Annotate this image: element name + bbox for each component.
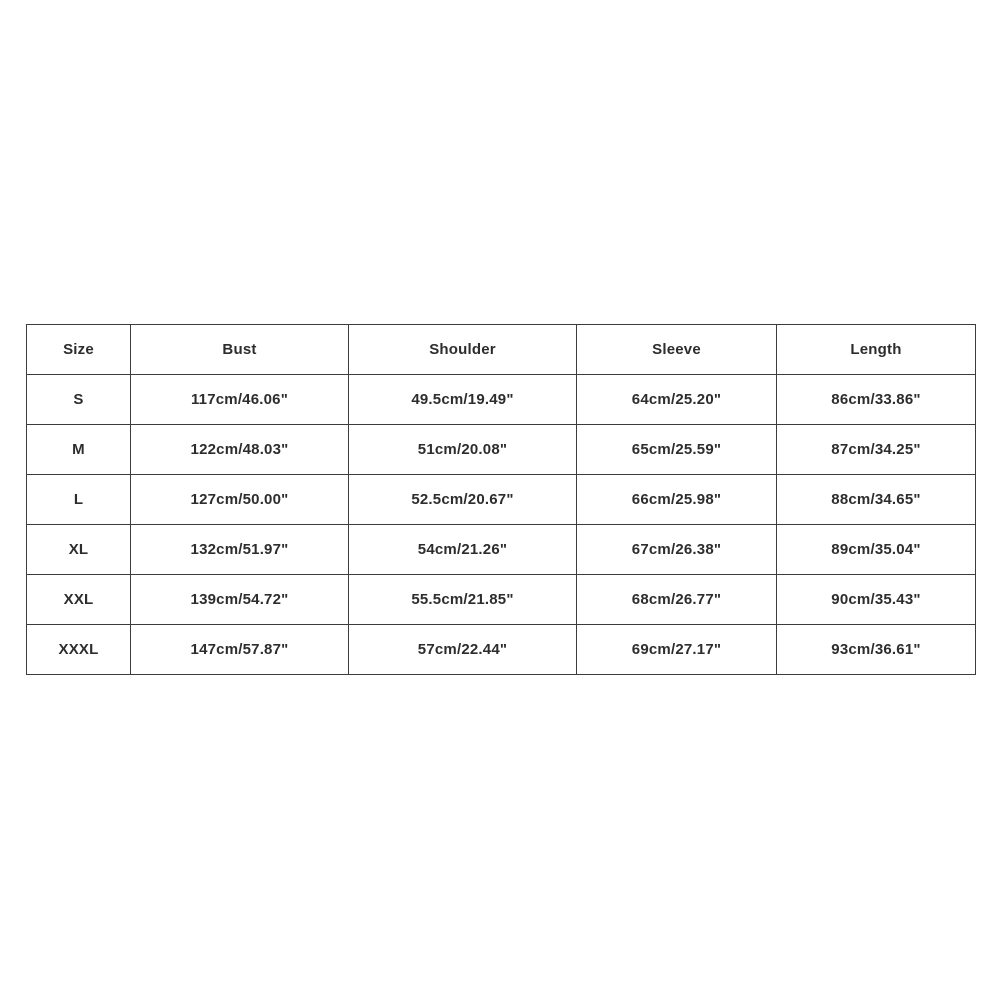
shoulder-cell: 54cm/21.26" [349,525,577,575]
length-cell: 93cm/36.61" [777,625,976,675]
column-header-bust: Bust [131,325,349,375]
shoulder-cell: 49.5cm/19.49" [349,375,577,425]
header-row [27,325,976,375]
bust-cell: 139cm/54.72" [131,575,349,625]
table-row [27,525,976,575]
length-cell: 88cm/34.65" [777,475,976,525]
length-cell: 86cm/33.86" [777,375,976,425]
bust-cell: 132cm/51.97" [131,525,349,575]
shoulder-cell: 52.5cm/20.67" [349,475,577,525]
column-header-size: Size [27,325,131,375]
sleeve-cell: 65cm/25.59" [577,425,777,475]
length-cell: 89cm/35.04" [777,525,976,575]
column-header-length: Length [777,325,976,375]
sleeve-cell: 66cm/25.98" [577,475,777,525]
column-header-sleeve: Sleeve [577,325,777,375]
table-row [27,425,976,475]
size-cell: L [27,475,131,525]
sleeve-cell: 67cm/26.38" [577,525,777,575]
column-header-shoulder: Shoulder [349,325,577,375]
sleeve-cell: 64cm/25.20" [577,375,777,425]
size-chart-table [26,324,976,675]
size-cell: XXXL [27,625,131,675]
sleeve-cell: 69cm/27.17" [577,625,777,675]
shoulder-cell: 57cm/22.44" [349,625,577,675]
size-chart [26,324,975,675]
bust-cell: 147cm/57.87" [131,625,349,675]
bust-cell: 117cm/46.06" [131,375,349,425]
size-cell: XL [27,525,131,575]
bust-cell: 122cm/48.03" [131,425,349,475]
table-row [27,375,976,425]
size-cell: M [27,425,131,475]
table-row [27,625,976,675]
length-cell: 87cm/34.25" [777,425,976,475]
length-cell: 90cm/35.43" [777,575,976,625]
shoulder-cell: 51cm/20.08" [349,425,577,475]
shoulder-cell: 55.5cm/21.85" [349,575,577,625]
size-cell: S [27,375,131,425]
size-cell: XXL [27,575,131,625]
sleeve-cell: 68cm/26.77" [577,575,777,625]
bust-cell: 127cm/50.00" [131,475,349,525]
table-row [27,475,976,525]
table-row [27,575,976,625]
